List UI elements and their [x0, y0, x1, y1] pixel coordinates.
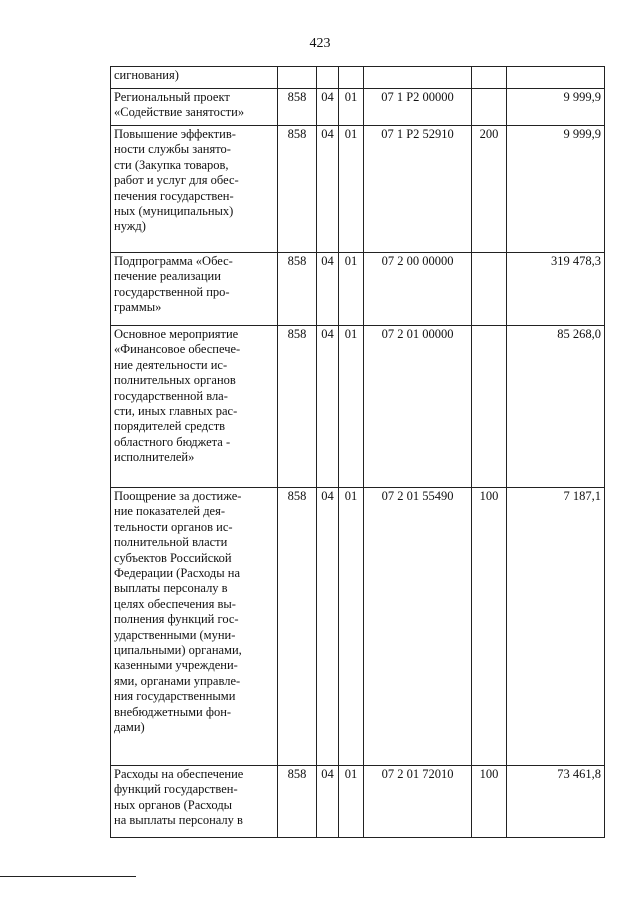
- row-name: Основное мероприятие «Финансовое обеспече- ние деятельности ис- полнительных органов государственной вла- сти, иных главных рас- порядителей средств областного бюджета - исполнителей»: [111, 326, 278, 488]
- row-expense-type: [472, 326, 507, 488]
- row-name: Подпрограмма «Обес- печение реализации государственной про- граммы»: [111, 253, 278, 326]
- footnote-separator: [0, 876, 136, 877]
- row-subsection: 01: [339, 253, 364, 326]
- table-row: [111, 766, 605, 838]
- table-row: [111, 326, 605, 488]
- row-subsection: 01: [339, 488, 364, 766]
- row-target-article: 07 2 01 55490: [364, 488, 472, 766]
- row-name: Поощрение за достиже- ние показателей дея- тельности органов ис- полнительной власти субъектов Российской Федерации (Расходы на выплаты персоналу в целях обеспечения вы- полнения функций гос- ударственными (муни- ципальными) органами, казенными учреждени- ями, органами управле- ния государственными внебюджетными фон- дами): [111, 488, 278, 766]
- row-subsection: 01: [339, 89, 364, 126]
- row-name: Повышение эффектив- ности службы занято- сти (Закупка товаров, работ и услуг для обес- печения государствен- ных (муниципальных) нужд): [111, 126, 278, 253]
- row-sum: 9 999,9: [507, 89, 605, 126]
- row-subsection: 01: [339, 126, 364, 253]
- row-sum: 319 478,3: [507, 253, 605, 326]
- row-target-article: 07 2 01 72010: [364, 766, 472, 838]
- row-section: 04: [317, 126, 339, 253]
- row-section: 04: [317, 766, 339, 838]
- row-sum: 85 268,0: [507, 326, 605, 488]
- row-admin-code: 858: [278, 253, 317, 326]
- row-expense-type: [472, 67, 507, 89]
- row-admin-code: 858: [278, 126, 317, 253]
- row-section: 04: [317, 488, 339, 766]
- row-name: Региональный проект «Содействие занятости»: [111, 89, 278, 126]
- row-target-article: 07 2 00 00000: [364, 253, 472, 326]
- row-sum: 9 999,9: [507, 126, 605, 253]
- row-target-article: 07 1 P2 52910: [364, 126, 472, 253]
- row-admin-code: 858: [278, 89, 317, 126]
- row-section: [317, 67, 339, 89]
- row-expense-type: [472, 253, 507, 326]
- row-expense-type: 100: [472, 488, 507, 766]
- table-row: [111, 126, 605, 253]
- row-section: 04: [317, 326, 339, 488]
- table-row: [111, 253, 605, 326]
- row-target-article: [364, 67, 472, 89]
- table-row: [111, 89, 605, 126]
- row-section: 04: [317, 89, 339, 126]
- row-sum: 7 187,1: [507, 488, 605, 766]
- row-target-article: 07 1 P2 00000: [364, 89, 472, 126]
- row-admin-code: 858: [278, 488, 317, 766]
- budget-table: [110, 66, 605, 838]
- row-sum: 73 461,8: [507, 766, 605, 838]
- row-target-article: 07 2 01 00000: [364, 326, 472, 488]
- table-row: [111, 488, 605, 766]
- row-expense-type: 100: [472, 766, 507, 838]
- row-subsection: 01: [339, 766, 364, 838]
- row-section: 04: [317, 253, 339, 326]
- row-sum: [507, 67, 605, 89]
- row-admin-code: [278, 67, 317, 89]
- row-expense-type: [472, 89, 507, 126]
- row-admin-code: 858: [278, 766, 317, 838]
- row-name: Расходы на обеспечение функций государствен- ных органов (Расходы на выплаты персоналу в: [111, 766, 278, 838]
- row-subsection: 01: [339, 326, 364, 488]
- table-row: [111, 67, 605, 89]
- row-name: сигнования): [111, 67, 278, 89]
- row-subsection: [339, 67, 364, 89]
- page-number: 423: [309, 36, 331, 51]
- row-admin-code: 858: [278, 326, 317, 488]
- row-expense-type: 200: [472, 126, 507, 253]
